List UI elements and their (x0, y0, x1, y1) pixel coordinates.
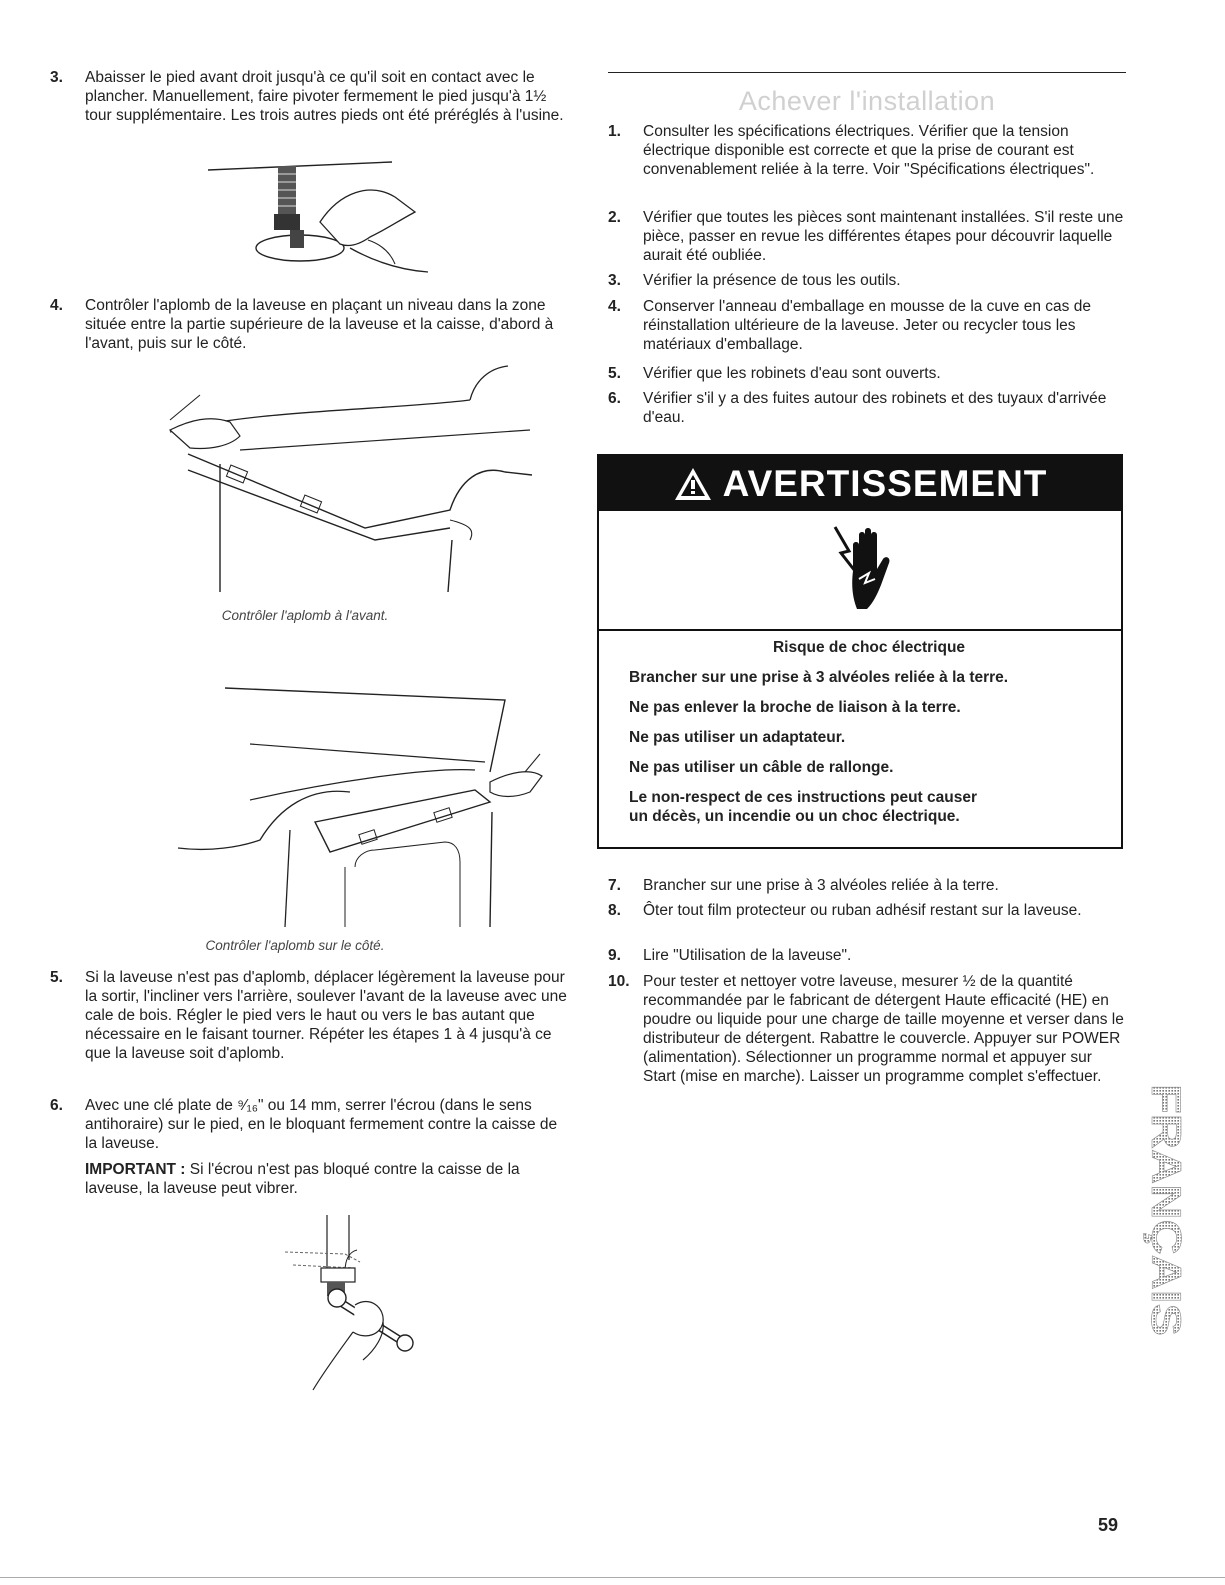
important-note (85, 1160, 570, 1198)
step-4 (608, 297, 1126, 354)
figure-caption-side: Contrôler l'aplomb sur le côté. (205, 938, 385, 953)
step-6-text: Avec une clé plate de ⁹⁄₁₆" ou 14 mm, serrer l'écrou (dans le sens antihoraire) sur le pied, en le bloquant fermement contre la caisse de la laveuse. (85, 1097, 558, 1152)
page-bottom-rule (0, 1577, 1225, 1578)
step-number: 3. (50, 69, 63, 86)
step-number: 8. (608, 902, 621, 919)
step-number: 5. (50, 969, 63, 986)
warning-triangle-icon (673, 466, 713, 502)
step-number: 10. (608, 973, 630, 990)
section-rule (608, 72, 1126, 73)
important-text: Si l'écrou n'est pas bloqué contre la caisse de la laveuse, la laveuse peut vibrer. (85, 1161, 520, 1197)
warning-box (597, 454, 1123, 849)
warning-line: un décès, un incendie ou un choc électrique. (629, 808, 960, 825)
electric-shock-hand-icon (829, 523, 899, 615)
step-text: Contrôler l'aplomb de la laveuse en plaçant un niveau dans la zone située entre la partie supérieure de la laveuse et la caisse, d'abord à l'avant, puis sur le côté. (85, 297, 554, 352)
warning-header (599, 456, 1121, 511)
step-number: 9. (608, 947, 621, 964)
level-side-illustration (130, 672, 580, 937)
step-text: Abaisser le pied avant droit jusqu'à ce qu'il soit en contact avec le plancher. Manuellement, faire pivoter fermement le pied jusqu'à 1½ tour supplémentaire. Les trois autres pieds ont été préréglés à l'usine. (85, 69, 564, 124)
foot-adjust-illustration (200, 152, 450, 282)
step-number: 5. (608, 365, 621, 382)
step-3 (608, 271, 1126, 290)
side-tab-text: FRANÇAIS (1143, 1084, 1190, 1301)
warning-instructions (629, 638, 1109, 826)
step-9 (608, 946, 1126, 965)
step-number: 7. (608, 877, 621, 894)
step-number: 3. (608, 272, 621, 289)
step-7 (608, 876, 1126, 895)
step-4 (50, 296, 570, 353)
step-8 (608, 901, 1126, 920)
step-text: Si la laveuse n'est pas d'aplomb, déplacer légèrement la laveuse pour la sortir, l'incliner vers l'arrière, soulever l'avant de la laveuse avec une cale de bois. Régler le pied vers le haut ou vers le bas autant que nécessaire en le faisant tourner. Répéter les étapes 1 à 4 jusqu'à ce que la laveuse soit d'aplomb. (85, 969, 567, 1062)
step-number: 4. (608, 298, 621, 315)
shock-icon-area (599, 511, 1121, 631)
step-3 (50, 68, 570, 125)
warning-line: Le non-respect de ces instructions peut causer (629, 789, 977, 806)
warning-line: Brancher sur une prise à 3 alvéoles reliée à la terre. (629, 669, 1009, 686)
figure-caption-front: Contrôler l'aplomb à l'avant. (221, 608, 389, 623)
step-number: 1. (608, 123, 621, 140)
language-side-tab (1128, 1080, 1194, 1340)
step-text: Lire "Utilisation de la laveuse". (643, 947, 852, 964)
step-number: 2. (608, 209, 621, 226)
step-text (85, 1096, 570, 1198)
step-text: Vérifier s'il y a des fuites autour des robinets et des tuyaux d'arrivée d'eau. (643, 390, 1107, 426)
warning-line: Ne pas enlever la broche de liaison à la terre. (629, 699, 961, 716)
step-text: Consulter les spécifications électriques. Vérifier que la tension électrique disponible est correcte et que la prise de courant est convenablement reliée à la terre. Voir "Spécifications électriques". (643, 123, 1095, 178)
step-1 (608, 122, 1126, 179)
step-6 (608, 389, 1126, 427)
step-text: Ôter tout film protecteur ou ruban adhésif restant sur la laveuse. (643, 902, 1082, 919)
step-text: Vérifier la présence de tous les outils. (643, 272, 901, 289)
important-label: IMPORTANT : (85, 1161, 186, 1178)
step-number: 6. (50, 1097, 63, 1114)
warning-hazard: Risque de choc électrique (772, 639, 966, 656)
step-text: Pour tester et nettoyer votre laveuse, mesurer ½ de la quantité recommandée par le fabricant de détergent Haute efficacité (HE) en poudre ou liquide pour une charge de taille moyenne et verser dans le distributeur de détergent. Rabattre le couvercle. Appuyer sur POWER (alimentation). Sélectionner un programme normal et appuyer sur Start (mise en marche). Laisser un programme complet s'effectuer. (643, 973, 1124, 1085)
step-text: Brancher sur une prise à 3 alvéoles reliée à la terre. (643, 877, 999, 894)
step-6 (50, 1096, 570, 1198)
step-5 (50, 968, 570, 1063)
step-number: 6. (608, 390, 621, 407)
wrench-illustration (245, 1210, 425, 1395)
step-5 (608, 364, 1126, 383)
warning-line: Ne pas utiliser un câble de rallonge. (629, 759, 894, 776)
warning-line: Ne pas utiliser un adaptateur. (629, 729, 846, 746)
page-number: 59 (1098, 1515, 1119, 1535)
step-10 (608, 972, 1126, 1086)
step-number: 4. (50, 297, 63, 314)
section-title: Achever l'installation (738, 86, 996, 116)
warning-title: AVERTISSEMENT (722, 462, 1048, 504)
level-front-illustration (130, 360, 580, 605)
step-2 (608, 208, 1126, 265)
step-text: Vérifier que les robinets d'eau sont ouverts. (643, 365, 941, 382)
step-text: Conserver l'anneau d'emballage en mousse de la cuve en cas de réinstallation ultérieure de la laveuse. Jeter ou recycler tous les matériaux d'emballage. (643, 298, 1091, 353)
step-text: Vérifier que toutes les pièces sont maintenant installées. S'il reste une pièce, passer en revue les différentes étapes pour découvrir laquelle aurait été oubliée. (643, 209, 1124, 264)
